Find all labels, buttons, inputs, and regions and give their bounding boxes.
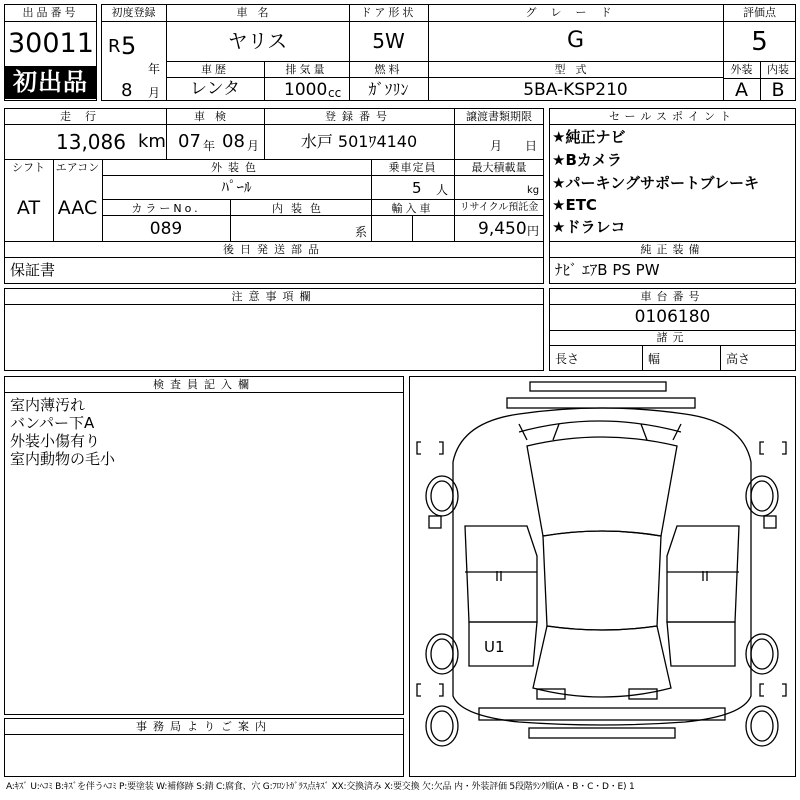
lot-number: 30011 bbox=[8, 28, 94, 59]
inspector-note: バンパー下A bbox=[10, 414, 95, 432]
transfer-day: 日 bbox=[525, 139, 538, 153]
equipment: ﾅﾋﾞ ｴｱB PS PW bbox=[555, 261, 660, 279]
km-unit: km bbox=[138, 131, 166, 152]
chassis-number: 0106180 bbox=[634, 307, 711, 327]
first-listing-badge: 初出品 bbox=[5, 66, 96, 99]
caution-label: 注意事項欄 bbox=[231, 290, 317, 303]
color-number: 089 bbox=[149, 219, 183, 239]
later-parts: 保証書 bbox=[10, 261, 56, 279]
exterior-color: ﾊﾟｰﾙ bbox=[221, 178, 252, 196]
inspector-note: 室内動物の毛小 bbox=[10, 450, 116, 468]
door-label: ドア形状 bbox=[360, 6, 417, 19]
lot-label: 出品番号 bbox=[22, 6, 79, 19]
int-color-label: 内装色 bbox=[272, 202, 329, 215]
inspection-month: 08 bbox=[222, 131, 245, 152]
model-code-label: 型式 bbox=[554, 63, 597, 76]
sales-point: ★Bカメラ bbox=[552, 151, 622, 169]
fuel: ｶﾞｿﾘﾝ bbox=[368, 80, 409, 99]
grade: G bbox=[566, 28, 585, 53]
reg-year: 5 bbox=[121, 32, 137, 60]
model-code: 5BA-KSP210 bbox=[523, 80, 628, 100]
reg-month: 8 bbox=[121, 80, 133, 101]
sales-point: ★ドラレコ bbox=[552, 218, 626, 236]
interior-label: 内装 bbox=[767, 63, 789, 76]
capacity-label: 乗車定員 bbox=[388, 161, 437, 174]
inspection-label: 車検 bbox=[194, 110, 236, 123]
sales-label: セールスポイント bbox=[608, 110, 736, 123]
grade-label: グレード bbox=[525, 6, 626, 19]
car-name: ヤリス bbox=[227, 29, 288, 53]
inspector-label: 検査員記入欄 bbox=[153, 378, 255, 391]
width-label: 幅 bbox=[648, 352, 661, 366]
damage-mark: U1 bbox=[484, 638, 505, 656]
capacity-unit: 人 bbox=[436, 183, 449, 197]
transfer-month: 月 bbox=[490, 139, 503, 153]
mileage-label: 走行 bbox=[60, 110, 110, 123]
exterior-grade: A bbox=[735, 79, 748, 101]
sales-point: ★パーキングサポートブレーキ bbox=[552, 174, 759, 192]
recycle-label: リサイクル預託金 bbox=[459, 202, 539, 213]
plate-number: 水戸 501ﾜ4140 bbox=[300, 132, 418, 151]
inspection-year: 07 bbox=[178, 131, 201, 152]
equipment-label: 純正装備 bbox=[640, 243, 705, 256]
yen-unit: 円 bbox=[527, 224, 540, 238]
exterior-label: 外装 bbox=[730, 63, 753, 76]
air-conditioner: AAC bbox=[57, 197, 98, 219]
interior-grade: B bbox=[771, 79, 785, 101]
reg-month-unit: 月 bbox=[148, 86, 161, 100]
color-label: 外装色 bbox=[211, 161, 262, 174]
recycle-deposit: 9,450 bbox=[478, 219, 527, 239]
inspector-note: 外装小傷有り bbox=[10, 432, 101, 450]
import-label: 輸入車 bbox=[391, 202, 434, 215]
office-label: 事務局よりご案内 bbox=[136, 720, 272, 733]
inspection-month-unit: 月 bbox=[247, 139, 260, 153]
history-label: 車歴 bbox=[201, 63, 229, 76]
capacity: 5 bbox=[412, 179, 422, 197]
shift-label: シフト bbox=[12, 161, 45, 174]
inspector-note: 室内薄汚れ bbox=[10, 396, 86, 414]
chassis-label: 車台番号 bbox=[640, 290, 705, 303]
transfer-label: 譲渡書類期限 bbox=[466, 110, 532, 123]
later-parts-label: 後日発送部品 bbox=[223, 243, 325, 256]
legend: A:ｷｽﾞ U:ﾍｺﾐ B:ｷｽﾞを伴うﾍｺﾐ P:要塗装 W:補修跡 S:錆 C:腐食、穴 G:ﾌﾛﾝﾄｶﾞﾗｽ点ｷｽﾞ XX:交換済み X:要交換 欠:欠品 内・外装評価 5段階ﾗﾝｸ順(A・B・C・D・E) 1 bbox=[6, 782, 635, 792]
fuel-label: 燃料 bbox=[374, 63, 403, 76]
plate-label: 登録番号 bbox=[325, 110, 393, 123]
score-label: 評価点 bbox=[743, 6, 776, 19]
reg-year-unit: 年 bbox=[148, 62, 161, 76]
door-type: 5W bbox=[372, 29, 405, 53]
displacement: 1000 bbox=[284, 80, 328, 100]
history: レンタ bbox=[190, 79, 240, 99]
car-name-label: 車名 bbox=[236, 6, 279, 19]
sales-point: ★純正ナビ bbox=[552, 128, 626, 146]
height-label: 高さ bbox=[726, 352, 751, 366]
length-label: 長さ bbox=[555, 352, 580, 366]
color-no-label: カラーNo. bbox=[131, 202, 201, 215]
ac-label: エアコン bbox=[55, 161, 100, 174]
score: 5 bbox=[751, 27, 768, 57]
load-unit: kg bbox=[527, 185, 540, 196]
first-reg-label: 初度登録 bbox=[111, 6, 156, 19]
mileage: 13,086 bbox=[56, 130, 126, 154]
int-color-suffix: 系 bbox=[355, 225, 368, 239]
load-label: 最大積載量 bbox=[471, 161, 527, 174]
sales-point: ★ETC bbox=[552, 196, 597, 214]
displacement-label: 排気量 bbox=[285, 63, 328, 76]
era: R bbox=[108, 36, 121, 57]
cc-unit: cc bbox=[328, 86, 342, 100]
shift: AT bbox=[16, 197, 41, 219]
car-diagram bbox=[409, 376, 796, 777]
inspection-year-unit: 年 bbox=[203, 139, 216, 153]
dims-label: 諸元 bbox=[656, 331, 689, 344]
